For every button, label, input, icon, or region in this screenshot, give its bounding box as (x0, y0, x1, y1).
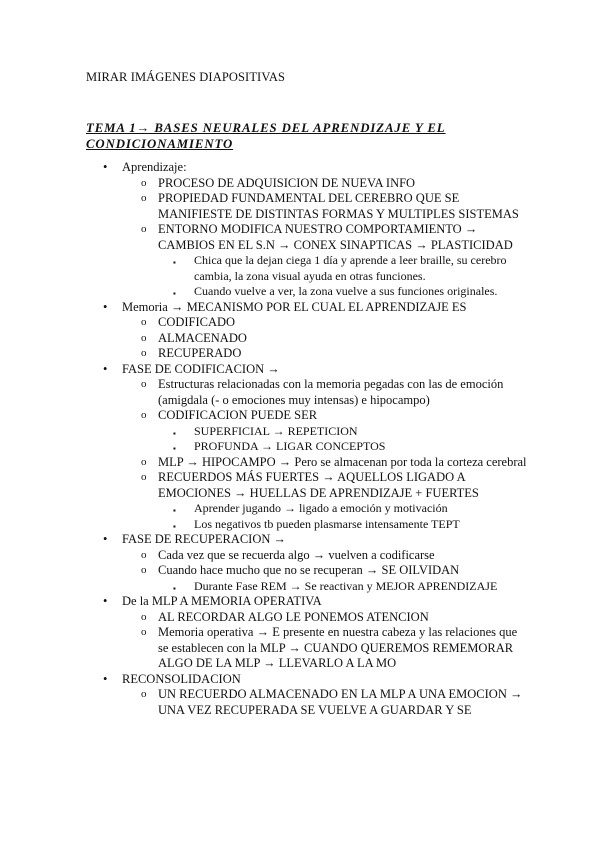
outline-item-level-2 (0, 315, 600, 331)
circle-bullet-icon: o (141, 223, 147, 235)
outline-item-level-1 (0, 362, 600, 378)
circle-bullet-icon: o (141, 610, 147, 623)
bullet-icon: • (103, 361, 108, 376)
outline-list (0, 160, 600, 718)
square-bullet-icon: ▪ (173, 428, 176, 438)
outline-item-level-3 (0, 501, 600, 517)
outline-item-text: Durante Fase REM → Se reactivan y MEJOR APRENDIZAJE (194, 578, 498, 593)
circle-bullet-icon: o (141, 409, 147, 421)
outline-item-level-3 (0, 424, 600, 440)
outline-item-text: ALMACENADO (158, 330, 247, 345)
outline-item-level-2 (0, 470, 600, 501)
outline-item-level-3 (0, 579, 600, 595)
outline-item-text: AL RECORDAR ALGO LE PONEMOS ATENCION (158, 609, 429, 624)
bullet-icon: • (103, 160, 108, 174)
outline-item-level-1 (0, 160, 600, 176)
outline-item-text: PROPIEDAD FUNDAMENTAL DEL CEREBRO QUE SE MANIFIESTE DE DISTINTAS FORMAS Y MULTIPLES SISTEMAS (158, 191, 519, 221)
circle-bullet-icon: o (141, 316, 147, 328)
outline-item-level-2 (0, 191, 600, 222)
outline-item-text: FASE DE CODIFICACION → (122, 361, 280, 376)
outline-item-level-1 (0, 532, 600, 548)
outline-item-text: RECUERDOS MÁS FUERTES → AQUELLOS LIGADO A EMOCIONES → HUELLAS DE APRENDIZAJE + FUERTES (158, 470, 479, 500)
outline-item-text: Cuando hace mucho que no se recuperan → SE OILVIDAN (158, 563, 460, 577)
outline-item-text: Cuando vuelve a ver, la zona vuelve a sus funciones originales. (194, 284, 498, 298)
outline-item-level-3 (0, 439, 600, 455)
circle-bullet-icon: o (141, 455, 147, 468)
outline-item-text: CODIFICACION PUEDE SER (158, 408, 318, 422)
outline-item-level-2 (0, 625, 600, 672)
square-bullet-icon: ▪ (173, 258, 176, 267)
outline-item-text: Estructuras relacionadas con la memoria pegadas con las de emoción (amigdala (- o emociones muy intensas) e hipocampo) (158, 377, 504, 407)
outline-item-text: MLP → HIPOCAMPO → Pero se almacenan por toda la corteza cerebral (158, 454, 527, 469)
circle-bullet-icon: o (141, 192, 147, 204)
outline-item-text: RECONSOLIDACION (122, 671, 241, 686)
outline-item-text: Los negativos tb pueden plasmarse intensamente TEPT (194, 516, 460, 531)
bullet-icon: • (103, 299, 108, 314)
outline-item-text: Cada vez que se recuerda algo → vuelven a codificarse (158, 547, 435, 562)
outline-item-text: PROFUNDA → LIGAR CONCEPTOS (194, 439, 386, 453)
outline-item-text: UN RECUERDO ALMACENADO EN LA MLP A UNA EMOCION → UNA VEZ RECUPERADA SE VUELVE A GUARDAR Y SE (158, 687, 523, 717)
circle-bullet-icon: o (141, 688, 147, 700)
outline-item-level-3 (0, 517, 600, 533)
outline-item-text: RECUPERADO (158, 346, 242, 360)
circle-bullet-icon: o (141, 564, 147, 576)
outline-item-level-2 (0, 331, 600, 347)
outline-item-level-1 (0, 300, 600, 316)
outline-item-text: Aprendizaje: (122, 160, 187, 174)
outline-item-text: PROCESO DE ADQUISICION DE NUEVA INFO (158, 175, 416, 190)
outline-item-level-2 (0, 687, 600, 718)
outline-item-text: CODIFICADO (158, 315, 236, 329)
square-bullet-icon: ▪ (173, 289, 176, 298)
outline-item-text: FASE DE RECUPERACION → (122, 532, 287, 546)
outline-item-level-2 (0, 408, 600, 424)
outline-item-text: Aprender jugando → ligado a emoción y motivación (194, 501, 448, 515)
outline-item-level-2 (0, 563, 600, 579)
circle-bullet-icon: o (141, 176, 147, 189)
circle-bullet-icon: o (141, 626, 147, 638)
square-bullet-icon: ▪ (173, 583, 176, 593)
outline-item-level-2 (0, 176, 600, 192)
outline-item-level-3 (0, 253, 600, 284)
outline-item-level-2 (0, 548, 600, 564)
bullet-icon: • (103, 671, 108, 686)
outline-item-level-2 (0, 222, 600, 253)
circle-bullet-icon: o (141, 471, 147, 483)
outline-item-text: ENTORNO MODIFICA NUESTRO COMPORTAMIENTO → CAMBIOS EN EL S.N → CONEX SINAPTICAS → PLASTICIDAD (158, 222, 513, 252)
circle-bullet-icon: o (141, 548, 147, 561)
outline-item-text: De la MLP A MEMORIA OPERATIVA (122, 594, 322, 608)
outline-item-level-2 (0, 455, 600, 471)
outline-item-level-3 (0, 284, 600, 300)
outline-item-text: Memoria → MECANISMO POR EL CUAL EL APRENDIZAJE ES (122, 299, 467, 314)
square-bullet-icon: ▪ (173, 521, 176, 531)
outline-item-text: Chica que la dejan ciega 1 día y aprende a leer braille, su cerebro cambia, la zona visual ayuda en otras funciones. (194, 253, 507, 283)
outline-item-text: Memoria operativa → E presente en nuestra cabeza y las relaciones que se establecen con la MLP → CUANDO QUEREMOS REMEMORAR ALGO DE LA MLP → LLEVARLO A LA MO (158, 625, 518, 670)
outline-item-text: SUPERFICIAL → REPETICION (194, 423, 358, 438)
outline-item-level-2 (0, 346, 600, 362)
outline-item-level-2 (0, 377, 600, 408)
document-header: MIRAR IMÁGENES DIAPOSITIVAS (86, 70, 286, 84)
bullet-icon: • (103, 594, 108, 608)
document-title: TEMA 1→ BASES NEURALES DEL APRENDIZAJE Y EL CONDICIONAMIENTO (86, 121, 446, 151)
circle-bullet-icon: o (141, 347, 147, 359)
circle-bullet-icon: o (141, 331, 147, 344)
outline-item-level-1 (0, 672, 600, 688)
circle-bullet-icon: o (141, 378, 147, 390)
bullet-icon: • (103, 532, 108, 546)
square-bullet-icon: ▪ (173, 444, 176, 453)
outline-item-level-2 (0, 610, 600, 626)
outline-item-level-1 (0, 594, 600, 610)
square-bullet-icon: ▪ (173, 506, 176, 515)
